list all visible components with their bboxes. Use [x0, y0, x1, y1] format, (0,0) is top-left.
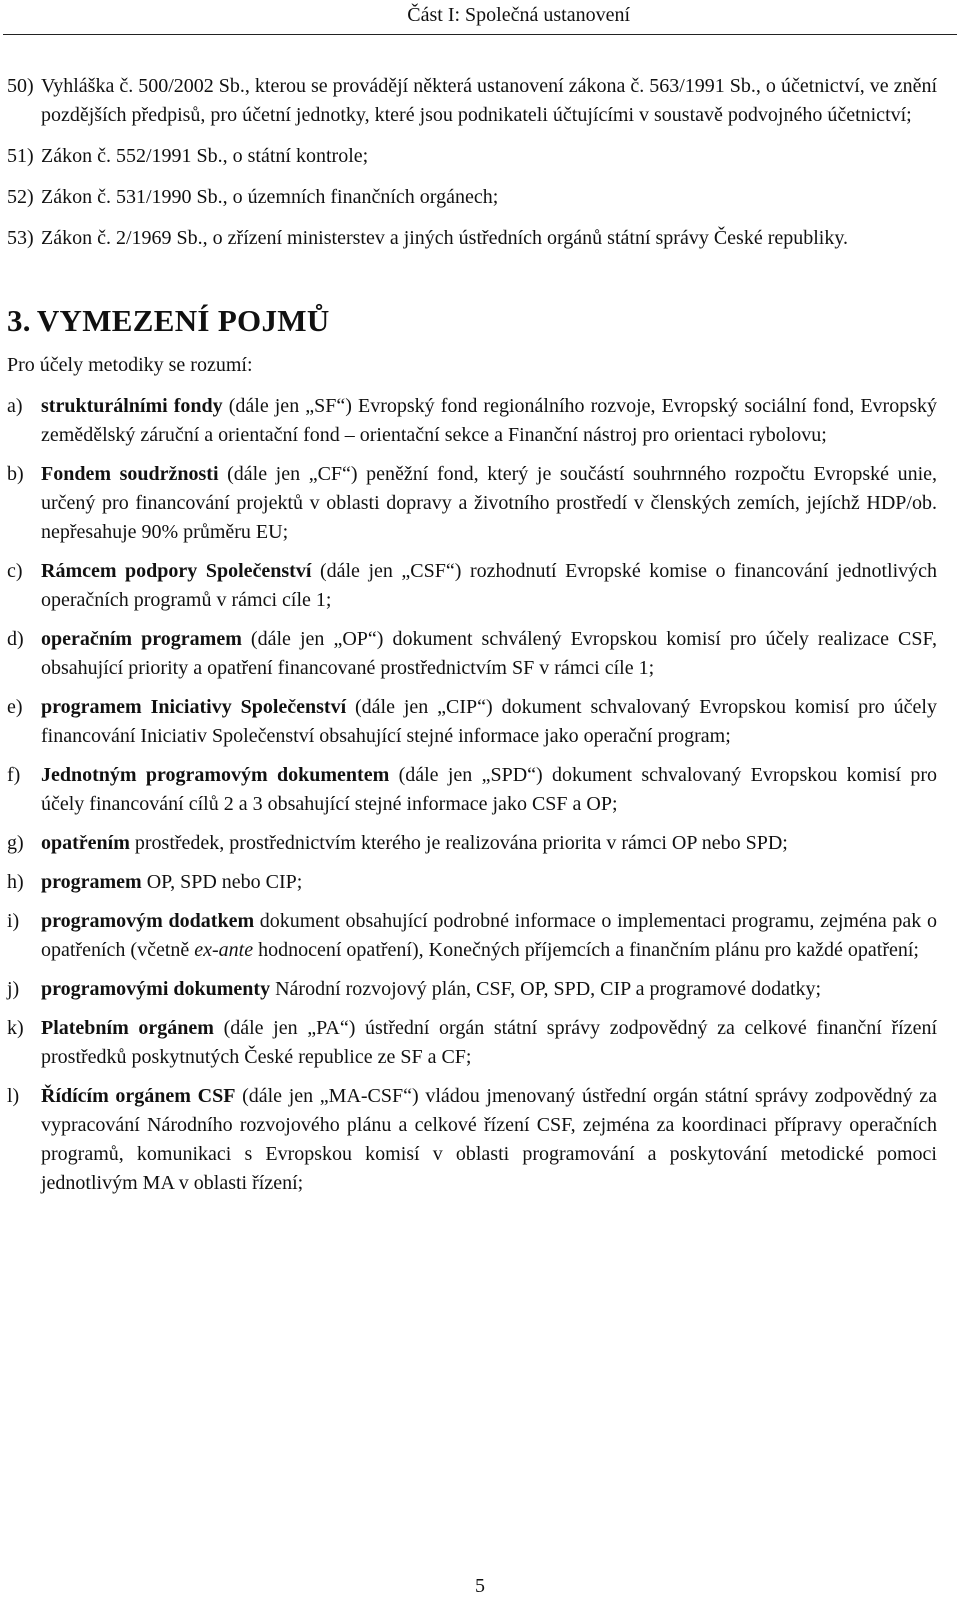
definition-text: (dále jen „MA-CSF“) vládou jmenovaný ústřední orgán státní správy zodpovědný za vypracování Národního rozvojového plánu a celkové řízení CSF, zejména za koordinaci přípravy operačních programů, komunikaci s Evropskou komisí v oblasti programování a poskytování metodické pomoci jednotlivým MA v oblasti řízení;	[41, 1085, 938, 1194]
definition-item-g	[7, 829, 937, 858]
definition-item-c	[7, 557, 937, 615]
definition-text: Národní rozvojový plán, CSF, OP, SPD, CIP a programové dodatky;	[270, 978, 822, 1000]
definition-text: (dále jen „OP“) dokument schválený Evropskou komisí pro účely realizace CSF, obsahující priority a opatření financované prostřednictvím SF v rámci cíle 1;	[41, 628, 937, 679]
running-header-title: Část I: Společná ustanovení	[407, 4, 630, 26]
definition-item-d	[7, 625, 937, 683]
definition-item-k	[7, 1014, 937, 1072]
definition-body	[41, 761, 937, 819]
reference-text: Zákon č. 531/1990 Sb., o územních finančních orgánech;	[41, 186, 499, 208]
definition-body	[41, 907, 937, 965]
definition-body	[41, 392, 937, 450]
legal-reference-item	[7, 72, 937, 130]
definitions-intro: Pro účely metodiky se rozumí:	[7, 354, 253, 376]
definition-letter: a)	[7, 395, 23, 417]
reference-text: Zákon č. 2/1969 Sb., o zřízení ministerstev a jiných ústředních orgánů státní správy České republiky.	[41, 227, 849, 249]
definition-letter: f)	[7, 764, 21, 786]
definition-item-i	[7, 907, 937, 965]
legal-reference-item	[7, 142, 937, 171]
legal-reference-item	[7, 183, 937, 212]
definition-text: dokument obsahující podrobné informace o implementaci programu, zejména pak o opatřeních (včetně	[41, 910, 937, 961]
definition-text: (dále jen „PA“) ústřední orgán státní správy zodpovědný za celkové finanční řízení prostředků poskytnutých České republice ze SF a CF;	[41, 1017, 937, 1068]
definition-letter: c)	[7, 560, 23, 582]
legal-reference-item	[7, 224, 937, 253]
definition-letter: h)	[7, 871, 24, 893]
definition-letter: b)	[7, 463, 24, 485]
definition-letter: l)	[7, 1085, 20, 1107]
definition-text: (dále jen „CIP“) dokument schvalovaný Evropskou komisí pro účely financování Iniciativ Společenství obsahující stejné informace jako operační program;	[41, 696, 937, 747]
definition-body	[41, 557, 937, 615]
definition-body	[41, 1014, 937, 1072]
definition-item-l	[7, 1082, 937, 1198]
section-number: 3.	[7, 303, 31, 338]
definition-body	[41, 1082, 937, 1198]
reference-number: 53)	[7, 227, 34, 249]
section-title: VYMEZENÍ POJMŮ	[36, 303, 330, 338]
definition-term: strukturálními fondy	[41, 395, 223, 417]
definition-letter: i)	[7, 910, 20, 932]
definition-letter: j)	[7, 978, 20, 1000]
definition-body	[41, 829, 937, 858]
page-number: 5	[475, 1575, 485, 1597]
definition-term: programovým dodatkem	[41, 910, 255, 932]
definition-term: programovými dokumenty	[41, 978, 271, 1000]
definition-letter: d)	[7, 628, 24, 650]
definition-term: operačním programem	[41, 628, 242, 650]
definition-body	[41, 868, 937, 897]
definition-text: (dále jen „SPD“) dokument schvalovaný Evropskou komisí pro účely financování cílů 2 a 3 obsahující stejné informace jako CSF a OP;	[41, 764, 937, 815]
definition-body	[41, 693, 937, 751]
definition-term: Fondem soudržnosti	[41, 463, 219, 485]
reference-text: Zákon č. 552/1991 Sb., o státní kontrole;	[41, 145, 369, 167]
definition-text: OP, SPD nebo CIP;	[141, 871, 303, 893]
definition-item-h	[7, 868, 937, 897]
definition-text: (dále jen „SF“) Evropský fond regionálního rozvoje, Evropský sociální fond, Evropský zemědělský záruční a orientační fond – orientační sekce a Finanční nástroj pro orientaci rybolovu;	[41, 395, 937, 446]
definition-letter: g)	[7, 832, 24, 854]
definition-term: Rámcem podpory Společenství	[41, 560, 312, 582]
definition-term: Platebním orgánem	[41, 1017, 214, 1039]
header-divider	[3, 34, 957, 35]
reference-text: Vyhláška č. 500/2002 Sb., kterou se provádějí některá ustanovení zákona č. 563/1991 Sb., o účetnictví, ve znění pozdějších předpisů, pro účetní jednotky, které jsou podnikateli účtujícími v soustavě podvojného účetnictví;	[41, 75, 937, 126]
reference-number: 51)	[7, 145, 34, 167]
definition-italic-term: ex-ante	[194, 939, 254, 961]
definition-body	[41, 625, 937, 683]
definition-body	[41, 975, 937, 1004]
definition-term: programem Iniciativy Společenství	[41, 696, 347, 718]
reference-number: 52)	[7, 186, 34, 208]
definition-item-f	[7, 761, 937, 819]
definition-text-continued: hodnocení opatření), Konečných příjemcích a finančním plánu pro každé opatření;	[253, 939, 919, 961]
page-header	[0, 0, 960, 36]
definition-item-a	[7, 392, 937, 450]
reference-number: 50)	[7, 75, 34, 97]
definition-term: opatřením	[41, 832, 130, 854]
legal-references-list	[7, 72, 937, 253]
definition-term: Jednotným programovým dokumentem	[41, 764, 390, 786]
definition-text: prostředek, prostřednictvím kterého je realizována priorita v rámci OP nebo SPD;	[129, 832, 788, 854]
section-heading	[7, 303, 937, 339]
definition-text: (dále jen „CSF“) rozhodnutí Evropské komise o financování jednotlivých operačních programů v rámci cíle 1;	[41, 560, 938, 611]
definition-letter: k)	[7, 1017, 24, 1039]
definition-item-j	[7, 975, 937, 1004]
definition-term: Řídícím orgánem CSF	[41, 1085, 236, 1107]
definition-term: programem	[41, 871, 142, 893]
definition-letter: e)	[7, 696, 23, 718]
definitions-list	[7, 392, 937, 1198]
definition-body	[41, 460, 937, 547]
definition-text: (dále jen „CF“) peněžní fond, který je součástí souhrnného rozpočtu Evropské unie, určený pro financování projektů v oblasti dopravy a životního prostředí v členských zemích, jejíchž HDP/ob. nepřesahuje 90% průměru EU;	[41, 463, 938, 543]
definition-item-e	[7, 693, 937, 751]
document-body	[7, 72, 937, 1208]
definition-item-b	[7, 460, 937, 547]
